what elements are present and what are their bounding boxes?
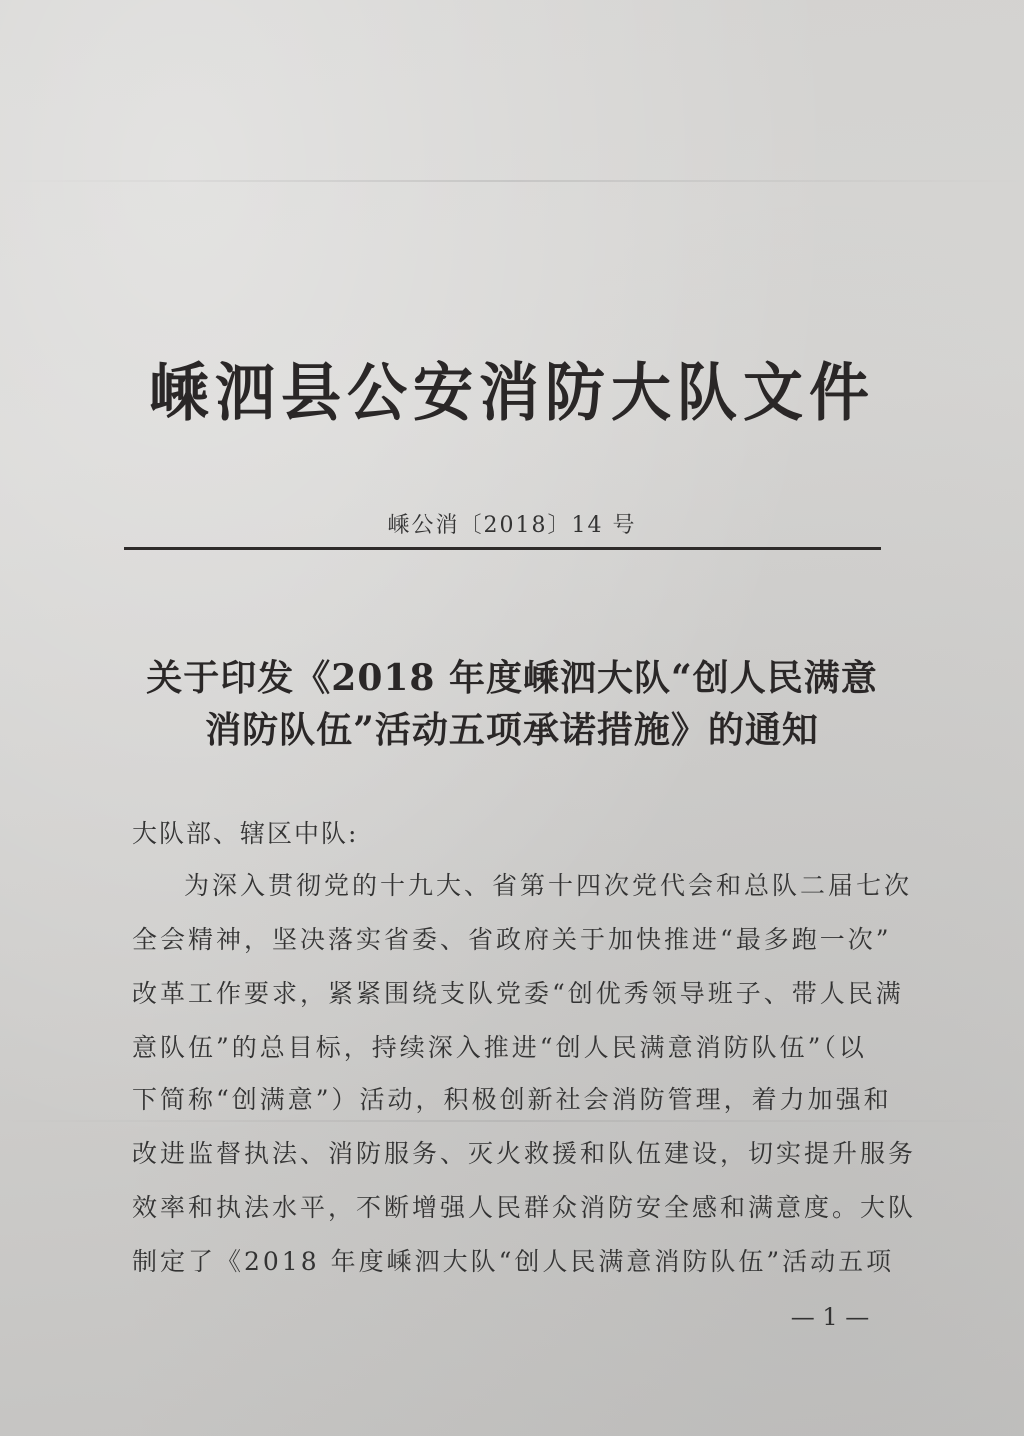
body-line: 改革工作要求，紧紧围绕支队党委“创优秀领导班子、带人民满 — [132, 979, 904, 1008]
body-line: 为深入贯彻党的十九大、省第十四次党代会和总队二届七次 — [184, 871, 913, 900]
header-divider — [124, 547, 881, 550]
salutation: 大队部、辖区中队: — [132, 819, 359, 848]
page-number: — 1 — — [790, 1303, 870, 1331]
body-line: 下简称“创满意”）活动，积极创新社会消防管理，着力加强和 — [132, 1085, 892, 1114]
body-line: 全会精神，坚决落实省委、省政府关于加快推进“最多跑一次” — [132, 925, 892, 954]
body-line: 改进监督执法、消防服务、灭火救援和队伍建设，切实提升服务 — [132, 1139, 917, 1168]
document-number: 嵊公消〔2018〕14 号 — [387, 513, 637, 538]
body-line: 意队伍”的总目标，持续深入推进“创人民满意消防队伍”（以 — [132, 1033, 867, 1062]
paper-fold — [0, 1120, 1024, 1122]
notice-title-line-2: 消防队伍”活动五项承诺措施》的通知 — [205, 709, 819, 751]
notice-title-line-1: 关于印发《2018 年度嵊泗大队“创人民满意 — [146, 657, 878, 699]
document-header-title: 嵊泗县公安消防大队文件 — [149, 356, 875, 430]
body-line: 制定了《2018 年度嵊泗大队“创人民满意消防队伍”活动五项 — [132, 1247, 895, 1276]
body-line: 效率和执法水平，不断增强人民群众消防安全感和满意度。大队 — [132, 1193, 917, 1222]
paper-fold — [0, 180, 1024, 182]
